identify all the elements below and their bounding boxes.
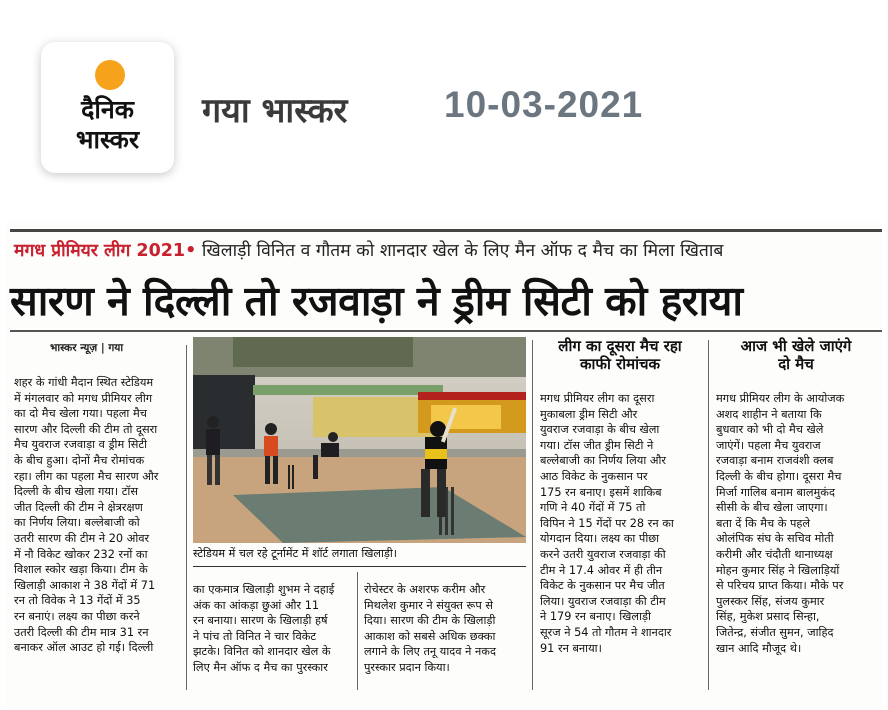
byline: भास्कर न्यूज़ | गया — [50, 342, 124, 354]
article-line: मुकाबला ड्रीम सिटी और — [540, 407, 638, 421]
article-line: 175 रन बनाए। इसमें शाकिब — [540, 485, 662, 499]
article-line: गणि ने 40 गेंदों में 75 तो — [540, 501, 646, 515]
article-line: आठ विकेट के नुकसान पर — [540, 469, 648, 483]
publication-date: 10-03-2021 — [444, 84, 644, 125]
article-line: युवराज रजवाड़ा के बीच खेला — [540, 423, 660, 437]
article-line: सारण और दिल्ली की टीम तो दूसरा — [14, 422, 158, 436]
article-line: ने पांच तो विनित ने चार विकेट — [193, 629, 317, 643]
article-line: बुधवार को भी दो मैच खेले — [716, 423, 824, 437]
article-line: रन बनाएं। लक्ष्य का पीछा करने — [14, 609, 140, 623]
subheading-matches-today — [712, 337, 880, 373]
article-line: दिल्ली के बीच खेला गया। टॉस — [14, 485, 138, 499]
photo-caption: स्टेडियम में चल रहे टूर्नामेंट में शॉर्ट लगाता खिलाड़ी। — [193, 547, 398, 560]
article-line: रन बनाया। सारण के खिलाड़ी हर्ष — [193, 614, 328, 628]
divider — [193, 566, 526, 567]
subheading-second-match — [536, 337, 704, 373]
article-line: रहा। लीग का पहला मैच सारण और — [14, 469, 159, 483]
subheading-line: आज भी खेले जाएंगे — [740, 337, 852, 355]
column-divider — [186, 345, 187, 690]
article-line: मगध प्रीमियर लीग का दूसरा — [540, 392, 655, 405]
cricket-match-photo — [193, 337, 526, 543]
photo-illustration — [193, 337, 526, 543]
article-line: मिथलेश कुमार ने संयुक्त रूप से — [364, 598, 493, 612]
article-line: के बीच हुआ। दोनों मैच रोमांचक — [14, 453, 145, 467]
article-line: विपिन ने 15 गेंदों पर 28 रन का — [540, 516, 674, 530]
article-line: जितेन्द्र, संजीत सुमन, जाहिद — [716, 625, 834, 639]
article-line: मोहन कुमार सिंह ने खिलाड़ियों — [716, 563, 840, 577]
article-line: विकेट के नुकसान पर मैच जीत — [540, 579, 665, 593]
kicker-text: खिलाड़ी विनित व गौतम को शानदार खेल के लिए मैन ऑफ द मैच का मिला खिताब — [196, 241, 724, 261]
article-line: रन तो विवेक ने 13 गेंदों में 35 — [14, 594, 141, 608]
logo-line-1: दैनिक — [81, 95, 134, 124]
article-line: खान आदि मौजूद थे। — [716, 641, 802, 655]
article-line: टीम ने 17.4 ओवर में ही तीन — [540, 563, 663, 577]
logo-line-2: भास्कर — [75, 125, 140, 154]
article-line: झटके। विनित को शानदार खेल के — [193, 645, 331, 659]
article-line: योगदान दिया। लक्ष्य का पीछा — [540, 532, 660, 546]
subheading-line: काफी रोमांचक — [580, 355, 660, 373]
article-line: विशाल स्कोर खड़ा किया। टीम के — [14, 563, 148, 577]
article-line: बता दें कि मैच के पहले — [716, 516, 811, 530]
article-column-1 — [14, 375, 180, 656]
article-line: में मंगलवार को मगध प्रीमियर लीग — [14, 391, 153, 405]
article-column-4 — [540, 391, 702, 656]
article-line: दिल्ली के बीच होगा। दूसरा मैच — [716, 469, 842, 483]
article-column-2 — [193, 582, 351, 676]
dainik-bhaskar-logo — [41, 42, 174, 173]
article-line: का दो मैच खेला गया। पहला मैच — [14, 407, 147, 421]
kicker — [14, 238, 884, 262]
sun-icon — [95, 60, 125, 90]
article-line: पुरस्कार प्रदान किया। — [364, 660, 450, 674]
article-line: रोचेस्टर के अशरफ करीम और — [364, 583, 486, 596]
article-line: करीमी और चंदौती थानाध्यक्ष — [716, 547, 833, 561]
article-line: अंक का आंकड़ा छुआं और 11 — [193, 598, 320, 612]
article-line: उतरी सारण की टीम ने 20 ओवर — [14, 531, 150, 545]
article-line: सिंह, मुकेश प्रसाद सिन्हा, — [716, 610, 820, 624]
article-line: से परिचय प्राप्त किया। मौके पर — [716, 579, 844, 593]
article-line: शहर के गांधी मैदान स्थित स्टेडियम — [14, 376, 154, 389]
column-divider — [708, 340, 709, 690]
article-line: बनाकर ऑल आउट हो गई। दिल्ली — [14, 641, 154, 655]
headline: सारण ने दिल्ली तो रजवाड़ा ने ड्रीम सिटी को हराया — [10, 277, 743, 325]
article-line: बल्लेबाजी का निर्णय लिया और — [540, 454, 667, 468]
article-line: लिया। युवराज रजवाड़ा की टीम — [540, 594, 666, 608]
divider — [10, 229, 882, 232]
article-line: जीत दिल्ली की टीम ने क्षेत्ररक्षण — [14, 500, 143, 514]
article-line: मगध प्रीमियर लीग के आयोजक — [716, 392, 845, 405]
article-line: दिया। सारण की टीम के खिलाड़ी — [364, 614, 496, 628]
article-line: रजवाड़ा बनाम राजवंशी क्लब — [716, 454, 834, 468]
article-line: मिर्जा गालिब बनाम बालमुकंद — [716, 485, 835, 499]
divider — [10, 330, 882, 332]
article-column-5 — [716, 391, 880, 656]
article-line: जाएंगें। पहला मैच युवराज — [716, 438, 821, 452]
article-line: सूरज ने 54 तो गौतम ने शानदार — [540, 625, 672, 639]
article-line: का निर्णय लिया। बल्लेबाजी को — [14, 516, 140, 530]
subheading-line: दो मैच — [778, 355, 814, 373]
column-divider — [532, 340, 533, 690]
article-line: लगाने के लिए तनू यादव ने नकद — [364, 645, 496, 659]
article-line: ओलंपिक संघ के सचिव मोती — [716, 532, 834, 546]
publication-name: गया भास्कर — [202, 91, 348, 131]
article-line: गया। टॉस जीत ड्रीम सिटी ने — [540, 438, 654, 452]
article-line: लिए मैन ऑफ द मैच का पुरस्कार — [193, 660, 328, 674]
article-line: खिलाड़ी आकाश ने 38 गेंदों में 71 — [14, 578, 156, 592]
article-line: पुलस्कर सिंह, संजय कुमार — [716, 594, 825, 608]
article-line: अशद शाहीन ने बताया कि — [716, 407, 822, 421]
article-line: मैच युवराज रजवाड़ा व ड्रीम सिटी — [14, 438, 148, 452]
article-line: करने उतरी युवराज रजवाड़ा की — [540, 547, 666, 561]
column-divider — [357, 572, 358, 690]
article-column-3 — [364, 582, 526, 676]
article-line: ने 179 रन बनाए। खिलाड़ी — [540, 610, 651, 624]
article-line: सीसी के बीच खेला जाएगा। — [716, 501, 828, 515]
subheading-line: लीग का दूसरा मैच रहा — [558, 337, 682, 355]
article-line: का एकमात्र खिलाड़ी शुभम ने दहाई — [193, 583, 335, 596]
article-line: आकाश को सबसे अधिक छक्का — [364, 629, 496, 643]
article-line: में नौ विकेट खोकर 232 रनों का — [14, 547, 148, 561]
kicker-tag: मगध प्रीमियर लीग 2021• — [14, 241, 197, 261]
article-line: 91 रन बनाया। — [540, 641, 602, 655]
article-line: उतरी दिल्ली की टीम मात्र 31 रन — [14, 625, 149, 639]
